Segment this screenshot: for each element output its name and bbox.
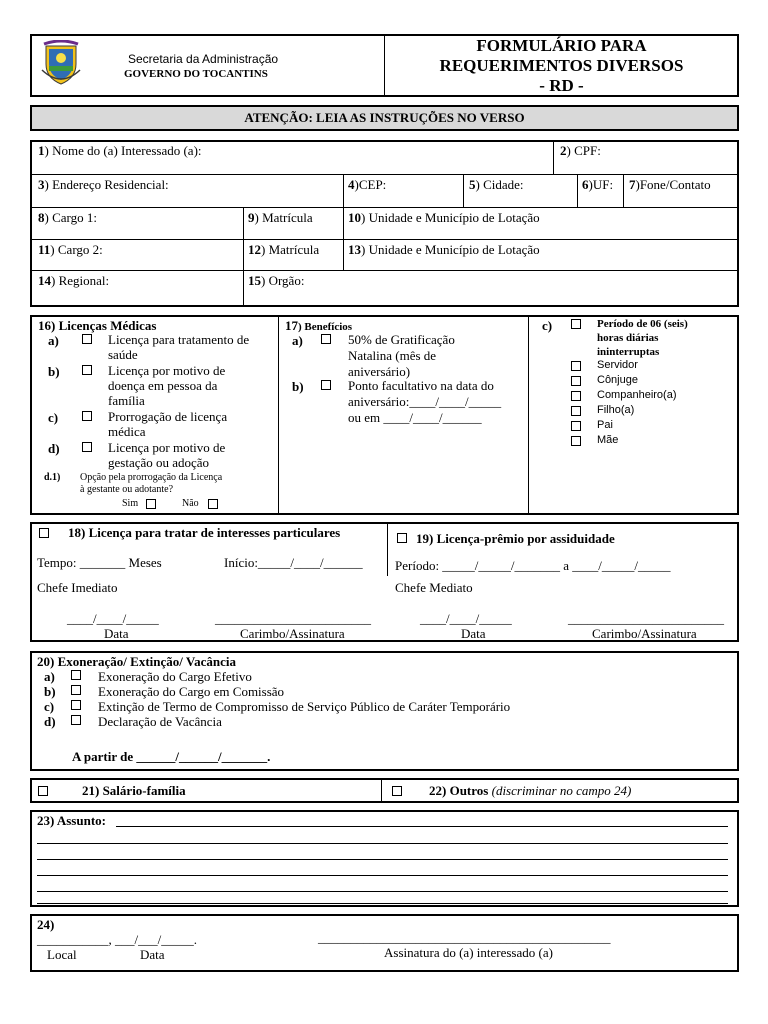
option-pai: Pai [597,419,613,431]
checkbox-conjuge[interactable] [571,376,581,386]
option-letter: d.1) [44,472,61,483]
col-divider [278,315,279,515]
option-letter: c) [542,318,553,333]
col-divider [528,315,529,515]
assunto-line [116,826,728,827]
local-date-line: ___________, ___/___/_____. [37,932,197,947]
local-label: Local [47,947,77,962]
option-16b-line2: doença em pessoa da [108,378,218,393]
option-letter: d) [48,441,60,456]
checkbox-mae[interactable] [571,436,581,446]
col-divider [623,174,624,207]
checkbox-20c[interactable] [71,700,81,710]
chefe-imediato-date-line: ____/____/_____ [67,611,159,626]
option-conjuge: Cônjuge [597,374,638,386]
option-16a-line2: saúde [108,347,138,362]
sim-label: Sim [122,498,139,509]
form-title-line-2: REQUERIMENTOS DIVERSOS [439,56,684,75]
field-12-label: 12) Matrícula [248,242,320,257]
signature-line: _____________________________________________ [318,930,611,945]
option-20c: Extinção de Termo de Compromisso de Serviço Público de Caráter Temporário [98,699,511,714]
option-17b-line1: Ponto facultativo na data do [348,378,494,393]
section-22-title: 22) Outros (discriminar no campo 24) [429,783,632,798]
checkbox-pai[interactable] [571,421,581,431]
field-7-label: 7)Fone/Contato [629,177,711,192]
field-13-label: 13) Unidade e Município de Lotação [348,242,540,257]
assunto-line [37,875,728,876]
row-divider [30,270,739,271]
row-divider [30,174,739,175]
nao-label: Não [182,498,199,509]
option-20d: Declaração de Vacância [98,714,222,729]
chefe-imediato-signature-line: ________________________ [215,611,371,626]
assinatura-label: Assinatura do (a) interessado (a) [384,945,553,960]
col-divider [553,140,554,174]
option-filho: Filho(a) [597,404,635,416]
row-divider [30,239,739,240]
option-16d-line1: Licença por motivo de [108,440,226,455]
option-companheiro: Companheiro(a) [597,389,677,401]
field-11-label: 11) Cargo 2: [38,242,103,257]
option-16b-line3: família [108,393,145,408]
checkbox-16a[interactable] [82,334,92,344]
checkbox-22[interactable] [392,786,402,796]
option-17c-line2: horas diárias [597,332,659,344]
checkbox-17a[interactable] [321,334,331,344]
option-letter: a) [292,333,303,348]
option-16c-line2: médica [108,424,146,439]
field-6-label: 6)UF: [582,177,614,192]
option-letter: a) [44,669,55,684]
attention-text: ATENÇÃO: LEIA AS INSTRUÇÕES NO VERSO [244,110,525,125]
option-17c-line3: ininterruptas [597,346,660,358]
checkbox-16d[interactable] [82,442,92,452]
chefe-mediato-date-line: ____/____/_____ [420,611,512,626]
form-title-line-3: - RD - [539,76,584,95]
section-16-title: 16) Licenças Médicas [38,318,157,333]
form-title-line-1: FORMULÁRIO PARA [476,36,647,55]
checkbox-20b[interactable] [71,685,81,695]
chefe-imediato-carimbo-label: Carimbo/Assinatura [240,626,345,641]
coat-of-arms-logo [40,40,82,86]
row-divider [30,207,739,208]
checkbox-19[interactable] [397,533,407,543]
checkbox-companheiro[interactable] [571,391,581,401]
col-divider [381,778,382,803]
assunto-line [37,843,728,844]
option-servidor: Servidor [597,359,638,371]
field-10-label: 10) Unidade e Município de Lotação [348,210,540,225]
col-divider [387,522,388,576]
option-letter: c) [44,699,55,714]
chefe-imediato-data-label: Data [104,626,129,641]
checkbox-20a[interactable] [71,670,81,680]
org-line-2: GOVERNO DO TOCANTINS [124,68,268,80]
field-1-label: 1) Nome do (a) Interessado (a): [38,143,202,158]
col-divider [577,174,578,207]
assunto-line [37,903,728,904]
col-divider [343,174,344,207]
section-20-a-partir: A partir de ______/______/_______. [72,749,271,764]
section-21-title: 21) Salário-família [82,783,186,798]
section-18-tempo: Tempo: _______ Meses [37,555,162,570]
assunto-line [37,859,728,860]
chefe-mediato-signature-line: ________________________ [568,611,724,626]
checkbox-16c[interactable] [82,411,92,421]
option-17c-line1: Período de 06 (seis) [597,318,688,330]
section-24-title: 24) [37,917,55,932]
field-8-label: 8) Cargo 1: [38,210,97,225]
field-2-label: 2) CPF: [560,143,601,158]
checkbox-18[interactable] [39,528,49,538]
col-divider [243,207,244,307]
option-20b: Exoneração do Cargo em Comissão [98,684,285,699]
chefe-mediato-data-label: Data [461,626,486,641]
checkbox-nao[interactable] [208,499,218,509]
field-15-label: 15) Orgão: [248,273,305,288]
option-16b-line1: Licença por motivo de [108,363,226,378]
option-mae: Mãe [597,434,619,446]
col-divider [343,207,344,270]
option-17a-line1: 50% de Gratificação [348,332,455,347]
data-label: Data [140,947,165,962]
option-letter: b) [292,379,304,394]
option-17b-line3: ou em ____/____/______ [348,410,482,425]
option-letter: d) [44,714,56,729]
field-9-label: 9) Matrícula [248,210,313,225]
checkbox-20d[interactable] [71,715,81,725]
option-letter: b) [48,364,60,379]
option-letter: a) [48,333,59,348]
option-16d1-question-1: Opção pela prorrogação da Licença [80,472,223,483]
checkbox-filho[interactable] [571,406,581,416]
option-17a-line3: aniversário) [348,364,411,379]
section-18-inicio: Início:_____/____/______ [224,555,363,570]
section-23-title: 23) Assunto: [37,813,106,828]
checkbox-21[interactable] [38,786,48,796]
col-divider [463,174,464,207]
section-17-title: 17) Benefícios [285,318,353,333]
checkbox-16b[interactable] [82,365,92,375]
chefe-mediato-carimbo-label: Carimbo/Assinatura [592,626,697,641]
section-19-title: 19) Licença-prêmio por assiduidade [416,531,615,546]
chefe-mediato-label: Chefe Mediato [395,580,473,595]
option-16d1-question-2: à gestante ou adotante? [80,484,174,495]
section-18-title: 18) Licença para tratar de interesses particulares [68,525,341,540]
option-17a-line2: Natalina (mês de [348,348,437,363]
option-16c-line1: Prorrogação de licença [108,409,228,424]
option-letter: b) [44,684,56,699]
field-4-label: 4)CEP: [348,177,387,192]
assunto-line [37,891,728,892]
option-letter: c) [48,410,59,425]
field-5-label: 5) Cidade: [469,177,524,192]
org-line-1: Secretaria da Administração [128,52,279,66]
option-16d-line2: gestação ou adoção [108,455,210,470]
option-16a-line1: Licença para tratamento de [108,332,250,347]
option-17b-line2: aniversário:____/____/_____ [348,394,502,409]
checkbox-servidor[interactable] [571,361,581,371]
section-19-periodo: Período: _____/_____/_______ a ____/_____/_____ [395,558,671,573]
checkbox-sim[interactable] [146,499,156,509]
checkbox-17c[interactable] [571,319,581,329]
field-3-label: 3) Endereço Residencial: [38,177,169,192]
chefe-imediato-label: Chefe Imediato [37,580,118,595]
field-14-label: 14) Regional: [38,273,110,288]
option-20a: Exoneração do Cargo Efetivo [98,669,252,684]
section-20-title: 20) Exoneração/ Extinção/ Vacância [37,654,236,669]
checkbox-17b[interactable] [321,380,331,390]
